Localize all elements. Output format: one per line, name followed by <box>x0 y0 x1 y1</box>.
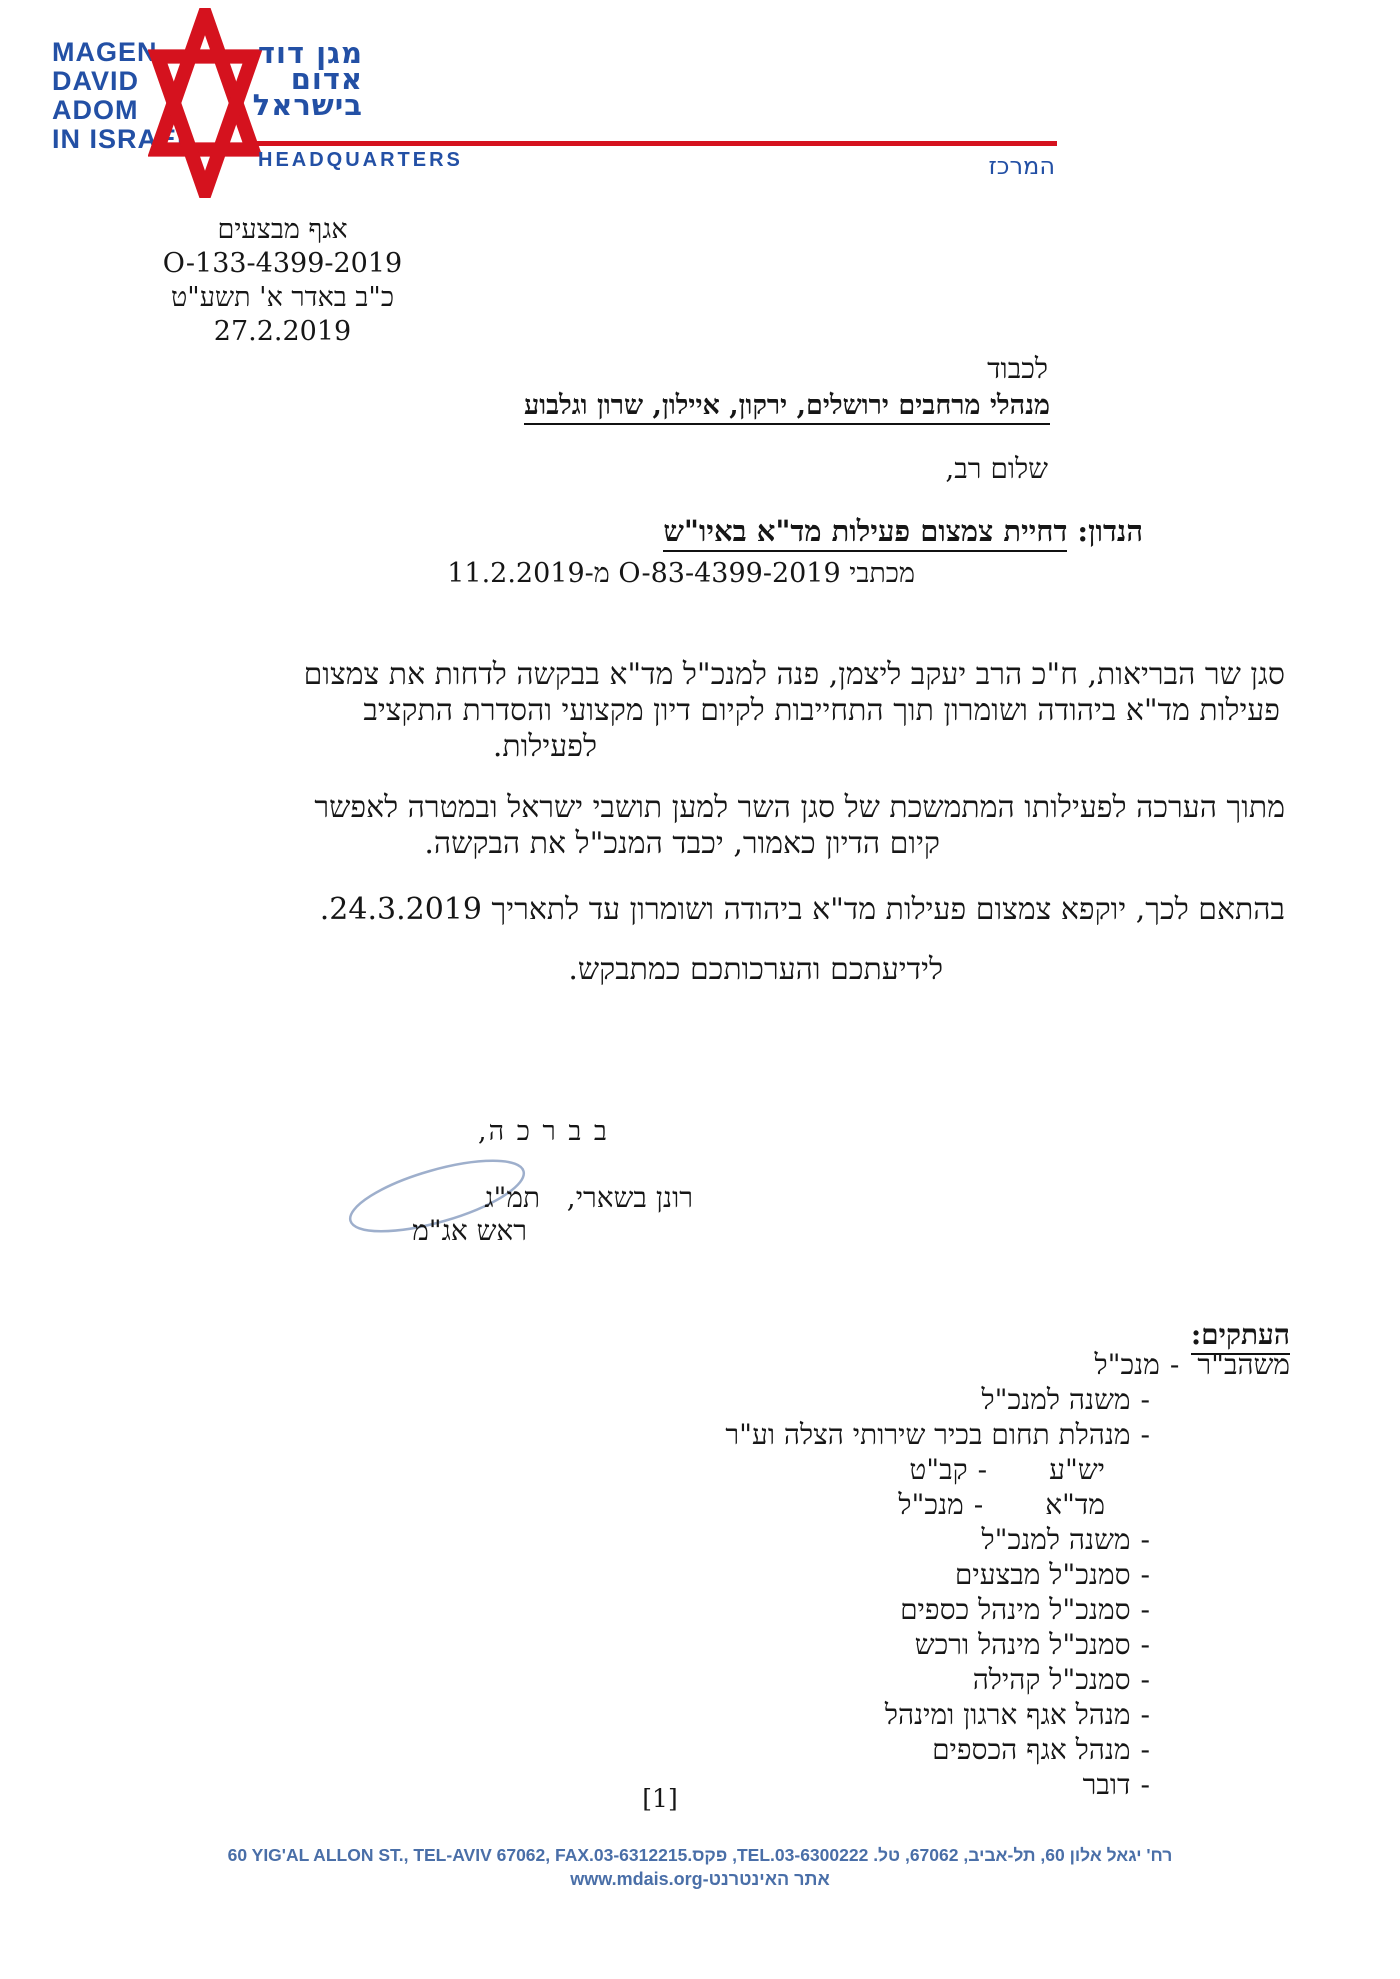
copy-row <box>955 1558 1160 1593</box>
logo-hebrew-line: מגן דוד <box>257 36 363 70</box>
subject-reference-line: מכתבי O-83-4399-2019 מ-11.2.2019 <box>447 558 915 589</box>
recipients-line: מנהלי מרחבים ירושלים, ירקון, איילון, שרון וגלבוע <box>524 390 1050 425</box>
footer-website-line: אתר האינטרנט-www.mdais.org <box>570 1869 830 1889</box>
copy-role: דובר <box>1082 1768 1131 1801</box>
copy-role: קב"ט <box>909 1453 968 1486</box>
copy-row <box>725 1418 1160 1453</box>
hebrew-date: כ"ב באדר א' תשע"ט <box>170 282 395 313</box>
letter-date: 27.2.2019 <box>213 316 352 347</box>
body-paragraph-2-line: קיום הדיון כאמור, יכבד המנכ"ל את הבקשה. <box>424 826 940 861</box>
subject-line <box>663 514 1143 549</box>
copy-role: מנכ"ל <box>898 1488 964 1521</box>
copy-role: מנהל אגף הכספים <box>932 1733 1131 1766</box>
body-paragraph-1-line: לפעילות. <box>492 729 597 764</box>
copy-row <box>932 1733 1160 1768</box>
body-paragraph-2-line: מתוך הערכה לפעילותו המתמשכת של סגן השר למען תושבי ישראל ובמטרה לאפשר <box>314 790 1285 825</box>
department-name: אגף מבצעים <box>217 214 348 245</box>
copy-role: סמנכ"ל מבצעים <box>954 1558 1131 1591</box>
reference-number: O-133-4399-2019 <box>162 248 403 279</box>
logo-hebrew-line: בישראל <box>252 88 363 122</box>
page-number: [1] <box>642 1784 678 1813</box>
logo-english-line: DAVID <box>52 66 140 96</box>
copy-dash: - <box>1169 1348 1180 1381</box>
copy-dash: - <box>977 1453 988 1486</box>
body-paragraph-1-line: סגן שר הבריאות, ח"כ הרב יעקב ליצמן, פנה למנכ"ל מד"א בבקשה לדחות את צמצום <box>303 657 1285 692</box>
center-label: המרכז <box>988 152 1055 180</box>
copy-dash: - <box>1140 1383 1150 1416</box>
signer-title: ראש אג"מ <box>412 1214 527 1247</box>
copy-row <box>885 1698 1160 1733</box>
copy-role: משנה למנכ"ל <box>981 1523 1131 1556</box>
copy-row <box>973 1663 1160 1698</box>
greeting: שלום רב, <box>945 452 1048 485</box>
copy-org: יש"ע <box>1049 1453 1105 1486</box>
copy-row <box>982 1383 1160 1418</box>
copy-row <box>909 1453 1105 1488</box>
copy-org: משהב"ר <box>1197 1348 1290 1381</box>
copy-dash: - <box>1140 1663 1150 1696</box>
logo-english-line: ADOM <box>52 95 139 125</box>
copy-row <box>982 1523 1160 1558</box>
body-paragraph-3: בהתאם לכך, יוקפא צמצום פעילות מד"א ביהודה ושומרון עד לתאריך 24.3.2019. <box>319 892 1285 927</box>
copy-role: משנה למנכ"ל <box>981 1383 1131 1416</box>
copy-dash: - <box>1140 1733 1150 1766</box>
copy-dash: - <box>1140 1558 1150 1591</box>
logo-hebrew-line: אדום <box>290 62 363 96</box>
logo-english-line: IN ISRAEL <box>52 124 195 154</box>
copy-row <box>1083 1768 1160 1803</box>
header-red-rule <box>250 141 1057 146</box>
reference-block <box>140 213 425 349</box>
footer-address-line <box>50 1845 1350 1866</box>
copy-dash: - <box>1140 1523 1150 1556</box>
copy-role: סמנכ"ל מינהל ורכש <box>914 1628 1131 1661</box>
copy-role: מנכ"ל <box>1094 1348 1160 1381</box>
subject-label: הנדון: <box>1077 514 1143 548</box>
copy-row <box>1095 1348 1291 1383</box>
copy-row <box>898 1488 1105 1523</box>
copy-role: סמנכ"ל מינהל כספים <box>900 1593 1131 1626</box>
copy-org: מד"א <box>1045 1488 1105 1521</box>
body-paragraph-1-line: פעילות מד"א ביהודה ושומרון תוך התחייבות לקיום דיון מקצועי והסדרת התקציב <box>363 693 1280 728</box>
copy-row <box>915 1628 1160 1663</box>
footer-address-english: 60 YIG'AL ALLON ST., TEL-AVIV 67062, FAX.03-6312215. <box>227 1845 693 1865</box>
logo-english-line: MAGEN <box>52 37 158 67</box>
copy-dash: - <box>1140 1418 1150 1451</box>
copy-role: מנהל אגף ארגון ומינהל <box>884 1698 1131 1731</box>
copies-heading: העתקים: <box>1191 1318 1290 1355</box>
copy-role: מנהלת תחום בכיר שירותי הצלה וע"ר <box>725 1418 1131 1451</box>
body-paragraph-4: לידיעתכם והערכותכם כמתבקש. <box>568 952 943 987</box>
signer-name: רונן בשארי, תמ"ג <box>484 1181 693 1214</box>
headquarters-label: HEADQUARTERS <box>258 149 463 171</box>
copy-role: סמנכ"ל קהילה <box>972 1663 1131 1696</box>
copy-dash: - <box>1140 1593 1150 1626</box>
logo-hebrew-name <box>252 36 363 122</box>
copy-row <box>900 1593 1160 1628</box>
subject-text: דחיית צמצום פעילות מד"א באיו"ש <box>663 514 1067 552</box>
star-of-david-icon <box>148 8 262 202</box>
footer-address-hebrew: רח' יגאל אלון 60, תל-אביב, 67062, טל. TEL.03-6300222, פקס <box>692 1845 1173 1865</box>
copy-dash: - <box>973 1488 984 1521</box>
copy-dash: - <box>1140 1698 1150 1731</box>
closing-salutation: ב ב ר כ ה, <box>478 1116 609 1147</box>
copy-dash: - <box>1140 1628 1150 1661</box>
copy-dash: - <box>1140 1768 1150 1801</box>
salutation: לכבוד <box>987 352 1048 385</box>
